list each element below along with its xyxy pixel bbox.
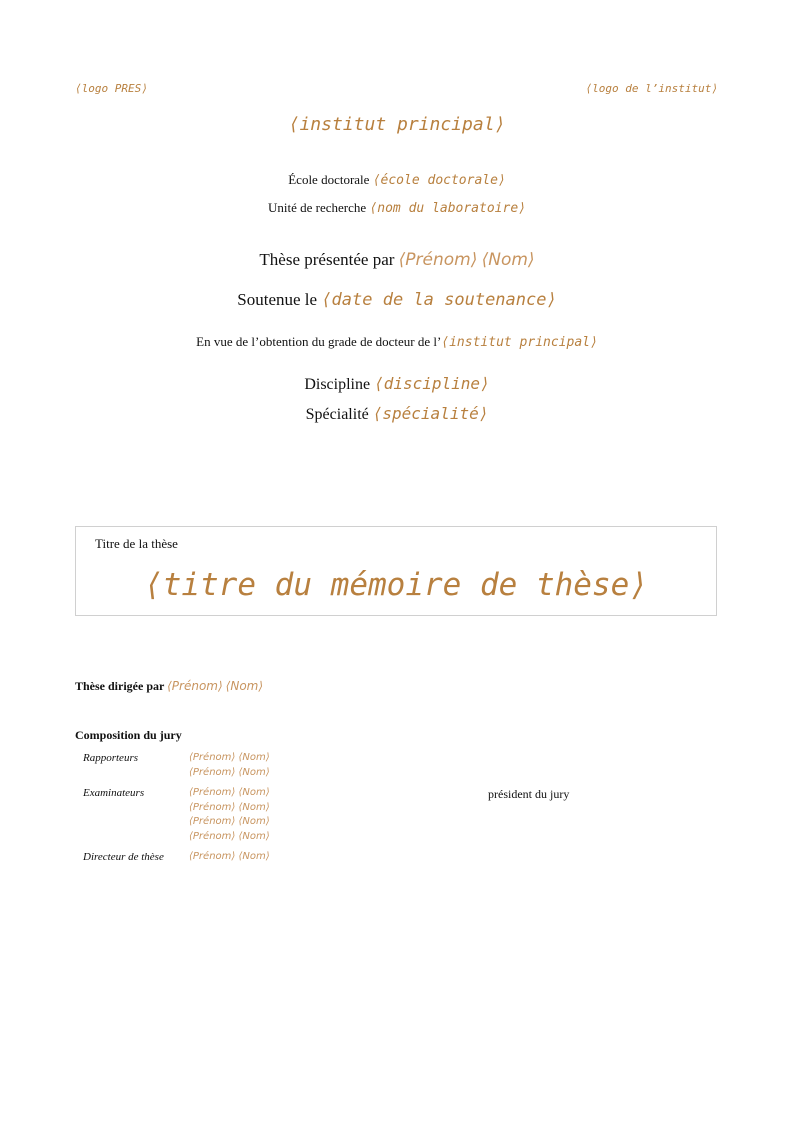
presentee-par-label: Thèse présentée par	[259, 250, 399, 269]
discipline-label: Discipline	[304, 376, 375, 393]
jury-row-examinateurs	[83, 787, 144, 799]
direction-label: Thèse dirigée par	[75, 679, 168, 693]
jury-name: ⟨Prénom⟩ ⟨Nom⟩	[189, 802, 270, 813]
auteur-prenom: ⟨Prénom⟩	[398, 250, 478, 270]
grade-line	[0, 334, 794, 350]
direction-line	[75, 679, 263, 694]
jury-role: Directeur de thèse	[83, 851, 164, 863]
logo-institut-placeholder: ⟨logo de l’institut⟩	[585, 82, 718, 95]
jury-name: ⟨Prénom⟩ ⟨Nom⟩	[189, 767, 270, 778]
directeur-nom: ⟨Nom⟩	[225, 679, 264, 693]
date-soutenance: ⟨date de la soutenance⟩	[321, 290, 557, 310]
grade-label: En vue de l’obtention du grade de docteur de l’	[196, 334, 442, 349]
thesis-title-label: Titre de la thèse	[95, 536, 178, 551]
jury-row-rapporteurs	[83, 752, 138, 764]
specialite-line	[0, 404, 794, 424]
discipline-value: ⟨discipline⟩	[374, 374, 490, 393]
specialite-value: ⟨spécialité⟩	[372, 404, 489, 423]
logo-pres-placeholder: ⟨logo PRES⟩	[75, 82, 148, 95]
soutenue-le-label: Soutenue le	[237, 290, 322, 309]
grade-institut: ⟨institut principal⟩	[441, 335, 598, 350]
ecole-doctorale-label: École doctorale	[288, 172, 373, 187]
jury-name: ⟨Prénom⟩ ⟨Nom⟩	[189, 851, 270, 862]
jury-heading: Composition du jury	[75, 728, 182, 742]
auteur-nom: ⟨Nom⟩	[481, 250, 535, 270]
president-jury-note: président du jury	[488, 787, 570, 801]
jury-name: ⟨Prénom⟩ ⟨Nom⟩	[189, 752, 270, 763]
unite-recherche-line	[0, 200, 794, 216]
presentee-par-line	[0, 250, 794, 270]
jury-name: ⟨Prénom⟩ ⟨Nom⟩	[189, 787, 270, 798]
directeur-prenom: ⟨Prénom⟩	[167, 679, 223, 693]
thesis-title-box	[75, 526, 717, 616]
jury-name: ⟨Prénom⟩ ⟨Nom⟩	[189, 831, 270, 842]
jury-role: Examinateurs	[83, 787, 145, 799]
discipline-line	[0, 374, 794, 394]
ecole-doctorale-line	[0, 172, 794, 188]
jury-row-directeur	[83, 851, 164, 863]
jury-name: ⟨Prénom⟩ ⟨Nom⟩	[189, 816, 270, 827]
thesis-title-value: ⟨titre du mémoire de thèse⟩	[144, 567, 648, 603]
institut-principal: ⟨institut principal⟩	[288, 114, 506, 135]
ecole-doctorale-value: ⟨école doctorale⟩	[372, 173, 506, 188]
unite-recherche-value: ⟨nom du laboratoire⟩	[369, 201, 526, 216]
soutenue-le-line	[0, 290, 794, 310]
unite-recherche-label: Unité de recherche	[268, 200, 370, 215]
jury-role: Rapporteurs	[83, 752, 138, 764]
specialite-label: Spécialité	[305, 406, 373, 423]
